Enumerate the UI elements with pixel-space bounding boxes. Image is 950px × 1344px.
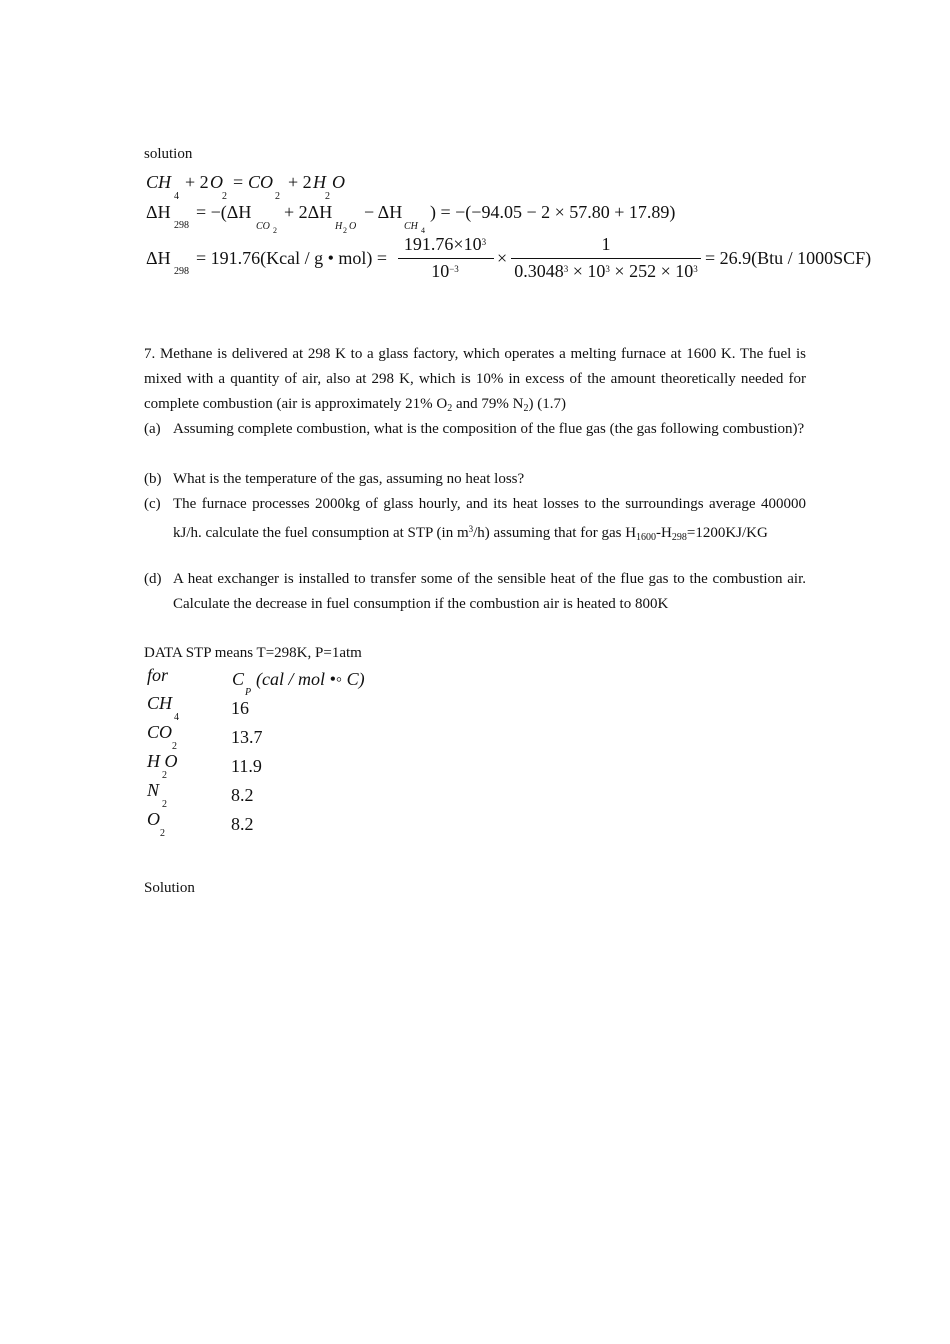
intro-part-c: ) (1.7) <box>528 396 567 412</box>
eq2-sub-h2o-h: H <box>335 221 343 232</box>
question-c-sup: 3 <box>468 524 474 534</box>
eq1-ch: CH <box>146 172 172 192</box>
eq3-dh-sub: 298 <box>174 266 189 277</box>
frac2-bar <box>511 258 701 259</box>
eq1-equals: = <box>233 172 244 192</box>
question-b-text: What is the temperature of the gas, assuming no heat loss? <box>173 471 525 487</box>
frac2-den-b: × 10 <box>568 261 606 281</box>
eq1-ch-sub: 4 <box>174 191 179 202</box>
cp-header-p: P <box>245 687 252 698</box>
problem-7-intro <box>144 342 806 421</box>
question-d-text: A heat exchanger is installed to transfer some of the sensible heat of the flue gas to the combustion air. Calculate the decrease in fuel consumption if the combustion air is heated to 800K <box>173 571 806 612</box>
question-c-part-b: /h) assuming that for gas H <box>473 525 637 541</box>
eq3-rhs: = 26.9(Btu / 1000SCF) <box>705 248 872 268</box>
frac2-numerator: 1 <box>601 234 611 254</box>
eq2-sub-h2o-2: 2 <box>343 226 347 235</box>
eq1-o: O <box>210 172 223 192</box>
frac1-numerator <box>398 234 492 255</box>
eq2-plus: + 2ΔH <box>284 202 333 222</box>
eq2-minus: − ΔH <box>364 202 403 222</box>
eq2-dh-sub: 298 <box>174 220 189 231</box>
eq2-sub-co2-2: 2 <box>273 226 277 235</box>
question-c-part-c: -H <box>656 525 672 541</box>
eq1-co: CO <box>248 172 274 192</box>
frac2-denominator <box>511 261 701 282</box>
cp-row-value: 8.2 <box>231 814 254 834</box>
cp-row-species: CO <box>147 722 173 742</box>
cp-row-species: CH <box>147 693 173 713</box>
question-c-sub1: 1600 <box>636 532 657 543</box>
cp-row-value: 13.7 <box>231 727 263 747</box>
question-c-text <box>173 492 806 550</box>
frac2-den-a: 0.3048 <box>514 261 564 281</box>
frac1-num-text: 191.76×10 <box>403 234 482 254</box>
cp-header-units: (cal / mol •◦ C) <box>256 669 365 689</box>
eq2-tail: ) = −(−94.05 − 2 × 57.80 + 17.89) <box>430 202 676 222</box>
cp-header-c: C <box>232 669 245 689</box>
eq3-times: × <box>497 248 508 268</box>
cp-row-value: 11.9 <box>231 756 262 776</box>
frac2-den-b-exp: 3 <box>605 264 610 274</box>
eq1-plus2: + 2 <box>185 172 209 192</box>
intro-sub-n2: 2 <box>523 403 529 414</box>
intro-sub-o2: 2 <box>447 403 453 414</box>
cp-row-value: 8.2 <box>231 785 254 805</box>
frac2-den-c: × 252 × 10 <box>609 261 694 281</box>
cp-row-sub: 4 <box>174 712 179 723</box>
frac1-den-exp: −3 <box>449 264 459 274</box>
frac2-den-c-exp: 3 <box>693 264 698 274</box>
eq1-co-sub: 2 <box>275 191 280 202</box>
eq1-h: H <box>313 172 326 192</box>
frac1-bar <box>398 258 494 259</box>
eq1-h-sub: 2 <box>325 191 330 202</box>
cp-row-species: N <box>147 780 160 800</box>
question-c-part-d: =1200KJ/KG <box>686 525 768 541</box>
eq1-o-sub: 2 <box>222 191 227 202</box>
question-c-label: (c) <box>144 496 161 512</box>
question-c-part-a: The furnace processes 2000kg of glass hourly, and its heat losses to the surroundings average 400000 kJ/h. calculate the fuel consumption at STP (in m <box>173 496 806 541</box>
question-c-sub2: 298 <box>671 532 687 543</box>
data-line: DATA STP means T=298K, P=1atm <box>144 645 362 661</box>
eq2-sub-h2o-o: O <box>349 221 357 232</box>
eq3-lhs: = 191.76(Kcal / g • mol) = <box>196 248 388 268</box>
intro-part-a: 7. Methane is delivered at 298 K to a glass factory, which operates a melting furnace at 1600 K. The fuel is mixed with a quantity of air, also at 298 K, which is 10% in excess of the amount theoretically needed for complete combustion (air is approximately 21% O <box>144 346 806 412</box>
cp-row-value: 16 <box>231 698 249 718</box>
cp-row-sub: 2 <box>172 741 177 752</box>
cp-header-for: for <box>147 665 169 685</box>
solution-heading: solution <box>144 146 193 162</box>
question-b-label: (b) <box>144 471 162 487</box>
eq2-dh: ΔH <box>146 202 171 222</box>
eq1-plus2h: + 2 <box>288 172 312 192</box>
cp-row-species: O <box>147 809 160 829</box>
frac1-num-exp: 3 <box>481 237 487 247</box>
eq2-sub-ch4: CH <box>404 221 418 232</box>
question-a-label: (a) <box>144 421 161 437</box>
solution-heading-2: Solution <box>144 880 195 896</box>
eq3-dh: ΔH <box>146 248 171 268</box>
cp-row-sub: 2 <box>162 770 167 781</box>
eq2-sub-ch4-4: 4 <box>421 226 425 235</box>
question-a-text: Assuming complete combustion, what is the composition of the flue gas (the gas following combustion)? <box>173 421 805 437</box>
eq2-mid: = −(ΔH <box>196 202 252 222</box>
frac1-den-text: 10 <box>431 261 450 281</box>
eq2-sub-co2: CO <box>256 221 270 232</box>
cp-row-species: H O <box>147 751 178 771</box>
question-d-label: (d) <box>144 571 162 587</box>
cp-row-sub: 2 <box>162 799 167 810</box>
cp-row-sub: 2 <box>160 828 165 839</box>
frac2-den-a-exp: 3 <box>563 264 569 274</box>
eq1-o2: O <box>332 172 345 192</box>
intro-part-b: and 79% N <box>452 396 524 412</box>
frac1-denominator <box>398 261 492 282</box>
